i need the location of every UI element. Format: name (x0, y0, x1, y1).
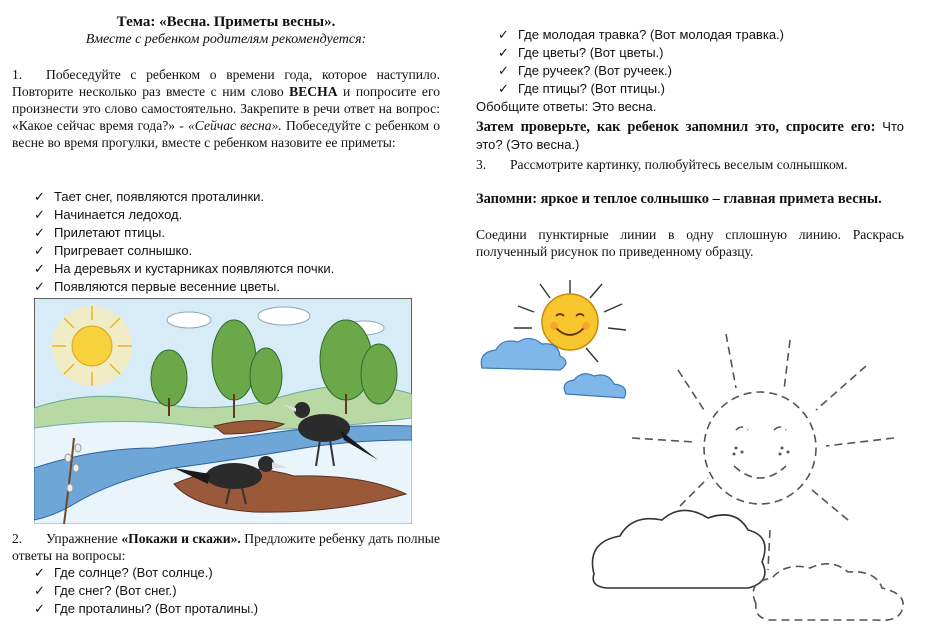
check-question-text: Что это? (Это весна.) (476, 119, 904, 152)
check-icon: ✓ (498, 63, 509, 78)
check-icon: ✓ (498, 45, 509, 60)
check-paragraph (476, 118, 904, 154)
step1-number: 1. (12, 67, 23, 82)
check-bold-text: Затем проверьте, как ребенок запомнил это, спросите его: (476, 119, 876, 135)
step2-paragraph (12, 530, 440, 564)
step1-answer: «Сейчас весна». (187, 118, 282, 133)
list-item: ✓ Где солнце? (Вот солнце.) (34, 565, 213, 580)
list-item: ✓ Где проталины? (Вот проталины.) (34, 601, 259, 616)
list-item: ✓ Прилетают птицы. (34, 225, 165, 240)
check-icon: ✓ (34, 583, 45, 598)
spring-signs-list (34, 188, 334, 296)
step1-text-b: и попросите его произнести это слово самостоятельно. Закрепите в речи ответ на вопрос: «Какое сейчас время года?» - (12, 84, 440, 133)
list-item: ✓ На деревьях и кустарниках появляются почки. (34, 261, 335, 276)
check-icon: ✓ (34, 207, 45, 222)
check-icon: ✓ (34, 225, 45, 240)
check-icon: ✓ (498, 27, 509, 42)
list-item: ✓ Пригревает солнышко. (34, 243, 193, 258)
check-icon: ✓ (498, 81, 509, 96)
page-title: Тема: «Весна. Приметы весны». (116, 14, 336, 30)
list-item: ✓ Где молодая травка? (Вот молодая травка.) (498, 27, 784, 42)
step3-number: 3. (476, 157, 487, 172)
step3-paragraph (476, 156, 904, 173)
check-icon: ✓ (34, 565, 45, 580)
cloud-dashed-icon (753, 564, 903, 620)
questions-left-list (34, 564, 258, 618)
check-icon: ✓ (34, 601, 45, 616)
list-item: ✓ Где снег? (Вот снег.) (34, 583, 177, 598)
step2-exercise: «Покажи и скажи». (121, 531, 241, 546)
step3-text: Рассмотрите картинку, полюбуйтесь веселым солнышком. (510, 157, 848, 172)
check-icon: ✓ (34, 261, 45, 276)
step2-text-a: Упражнение (46, 531, 118, 546)
list-item: ✓ Начинается ледоход. (34, 207, 183, 222)
page-subtitle: Вместе с ребенком родителям рекомендуется: (85, 32, 367, 47)
check-icon: ✓ (34, 189, 45, 204)
summary-text: Обобщите ответы: Это весна. (476, 99, 657, 114)
step1-text-c: Побеседуйте с ребенком о весне во время прогулки, вместе с ребенком назовите ее приметы: (12, 118, 441, 150)
list-item: ✓ Появляются первые весенние цветы. (34, 279, 280, 294)
check-icon: ✓ (34, 243, 45, 258)
check-icon: ✓ (34, 279, 45, 294)
step1-text-a: Побеседуйте с ребенком о времени года, которое наступило. Повторите несколько раз вместе с ним слово (12, 67, 440, 99)
step2-text-b: Предложите ребенку дать полные ответы на вопросы: (12, 531, 440, 563)
list-item: ✓ Где цветы? (Вот цветы.) (498, 45, 664, 60)
list-item: ✓ Где птицы? (Вот птицы.) (498, 81, 665, 96)
spring-landscape-illustration (34, 298, 412, 524)
sun-icon (52, 306, 132, 386)
tracing-sun-outline (586, 330, 916, 630)
step2-number: 2. (12, 531, 23, 546)
cloud-outline-icon (592, 510, 764, 588)
list-item: ✓ Тает снег, появляются проталинки. (34, 189, 265, 204)
list-item: ✓ Где ручеек? (Вот ручеек.) (498, 63, 672, 78)
remember-text: Запомни: яркое и теплое солнышко – главная примета весны. (476, 191, 882, 207)
step1-paragraph (12, 66, 440, 151)
questions-right-list (498, 26, 784, 98)
step1-word: ВЕСНА (289, 84, 338, 99)
task-text: Соедини пунктирные линии в одну сплошную линию. Раскрась полученный рисунок по приведенному образцу. (476, 227, 904, 259)
